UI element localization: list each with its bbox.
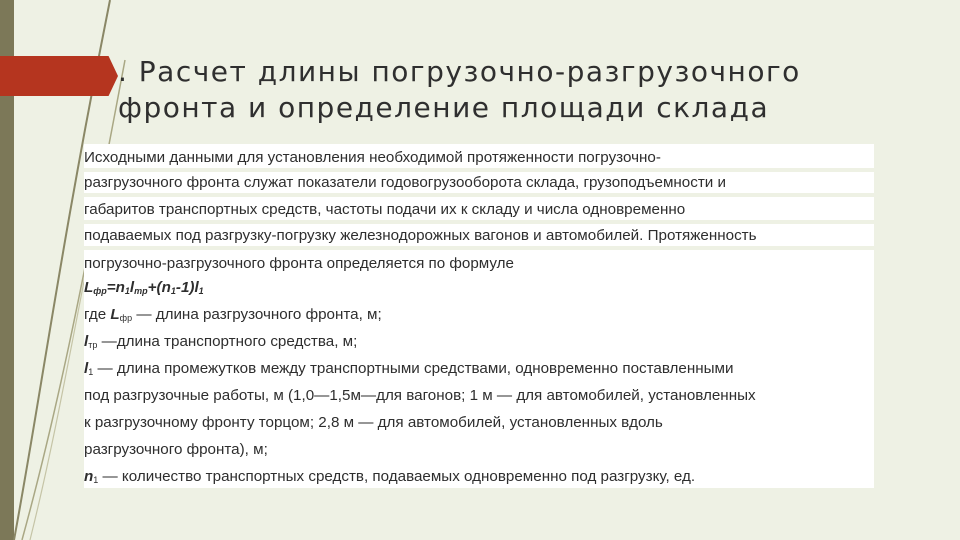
definition-l1-line-2: под разгрузочные работы, м (1,0—1,5м—для вагонов; 1 м — для автомобилей, установленных [84, 387, 756, 404]
definition-n1 [84, 467, 874, 487]
line-gap [84, 246, 874, 250]
def-text: —длина транспортного средства, м; [97, 333, 358, 350]
slide-title [118, 54, 918, 126]
title-line-1: . Расчет длины погрузочно-разгрузочного [118, 55, 801, 88]
def-text: — количество транспортных средств, подаваемых одновременно под разгрузку, ед. [98, 468, 696, 485]
paragraph-line-1: Исходными данными для установления необходимой протяженности погрузочно- [84, 149, 661, 166]
formula-sub: 1 [124, 286, 130, 296]
line-gap [84, 220, 874, 224]
definition-lfr [84, 305, 874, 325]
formula-part: -1)l [175, 279, 199, 296]
def-sub: 1 [88, 367, 94, 377]
def-symbol: l [84, 333, 89, 350]
paragraph-line-3: габаритов транспортных средств, частоты подачи их к складу и числа одновременно [84, 201, 686, 218]
line-gap [84, 193, 874, 197]
formula-sub: 1 [198, 286, 204, 296]
line-gap [84, 168, 874, 172]
title-line-2: фронта и определение площади склада [118, 91, 770, 124]
formula-part: L [84, 279, 94, 296]
paragraph-line-4: подаваемых под разгрузку-погрузку железнодорожных вагонов и автомобилей. Протяженность [84, 227, 757, 244]
definition-l1 [84, 359, 874, 379]
def-symbol: n [84, 468, 94, 485]
formula-sub: фр [93, 286, 107, 296]
formula-part: +(n [147, 279, 171, 296]
paragraph-line-2: разгрузочного фронта служат показатели годовогрузооборота склада, грузоподъемности и [84, 174, 726, 191]
def-symbol: l [84, 360, 89, 377]
title-marker-flag [0, 56, 118, 96]
definition-l1-line-3: к разгрузочному фронту торцом; 2,8 м — для автомобилей, установленных вдоль [84, 414, 663, 431]
formula-part: l [129, 279, 135, 296]
formula [84, 278, 874, 298]
formula-sub: тр [134, 286, 148, 296]
formula-part: =n [106, 279, 125, 296]
def-sub: тр [88, 340, 98, 350]
def-sub: 1 [93, 475, 99, 485]
definition-l1-line-4: разгрузочного фронта), м; [84, 441, 268, 458]
def-text: — длина разгрузочного фронта, м; [132, 306, 382, 323]
def-symbol: L [110, 306, 120, 323]
formula-sub: 1 [170, 286, 176, 296]
def-sub: фр [119, 313, 133, 323]
def-text: — длина промежутков между транспортными средствами, одновременно поставленными [93, 360, 734, 377]
definition-ltr [84, 332, 874, 352]
paragraph-line-5: погрузочно-разгрузочного фронта определяется по формуле [84, 255, 514, 272]
def-prefix: где [84, 306, 111, 323]
